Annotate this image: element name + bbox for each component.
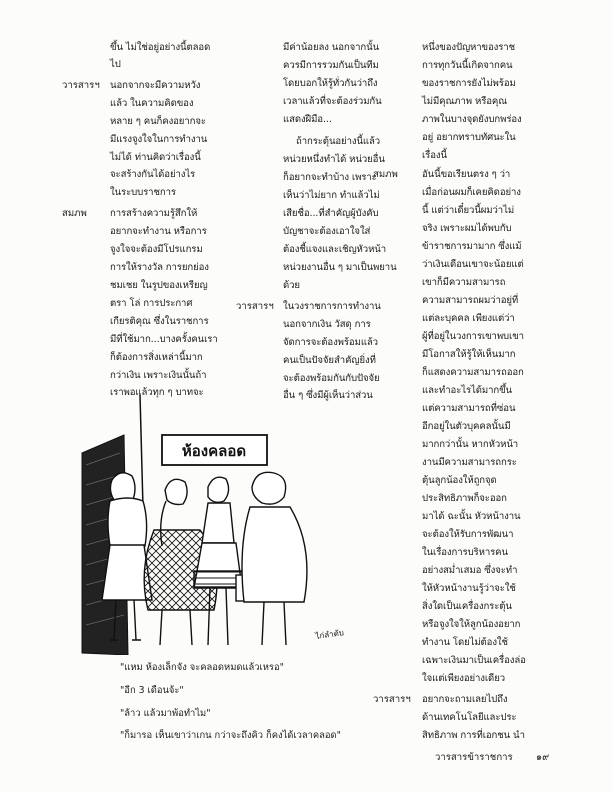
text-line: มีที่ใช้มาก...บางครั้งคนเรา [110,334,218,345]
caption-line: "ล้าว แล้วมาพ้อทำไม" [120,708,211,719]
caption-line: "อีก 3 เดือนจ้ะ" [120,685,184,696]
text-line: การให้รางวัล การยกย่อง [110,262,209,273]
text-line: ไม่ได้ ท่านคิดว่าเรื่องนี้ [110,152,201,163]
text-line: มีแรงจูงใจในการทำงาน [110,134,208,145]
text-line: เรื่องนี้ [422,150,447,161]
text-line: อยู่ อยากทราบทัศนะใน [422,132,516,143]
page-number: ๑๙ [536,752,550,763]
text-line: จะต้องพร้อมกันกับปัจจัย [283,373,380,384]
text-line: ถ้ากระตุ้นอย่างนี้แล้ว [296,136,381,147]
text-line: ชมเชย ในรูปของเหรียญ [110,280,208,291]
text-line: คนเป็นปัจจัยสำคัญยิ่งที่ [283,355,376,366]
text-line: การทุกวันนี้เกิดจากคน [422,60,513,71]
woman-4-pregnant [242,472,307,645]
text-line: ทำงาน โดยไม่ต้องใช้ [422,637,508,648]
text-line: ควรมีการรวมกันเป็นทีม [283,60,379,71]
text-line: ความสามารถผมว่าอยู่ที่ [422,295,519,306]
text-line: ในระบบราชการ [110,187,176,198]
text-line: ก็แสดงความสามารถออก [422,367,524,378]
text-line: ให้หัวหน้างานรู้ว่าจะใช้ [422,583,516,594]
text-line: อื่น ๆ ซึ่งมีผู้เห็นว่าส่วน [283,390,373,401]
caption-line: "แหม ห้องเล็กจัง จะคลอดหมดแล้วเหรอ" [120,662,284,673]
text-line: อีกอยู่ในตัวบุคคลนั้นมี [422,421,511,432]
text-line: จริง เพราะผมได้พบกับ [422,223,512,234]
text-line: แต่ละบุคคล เพียงแต่ว่า [422,313,515,324]
text-line: สิทธิภาพ การที่เอกชน นำ [422,730,525,741]
text-line: งานมีความสามารถกระ [422,457,517,468]
text-line: โดยบอกให้รู้ทั่วกันว่าถึง [283,78,378,89]
text-line: จูงใจจะต้องมีโปรแกรม [110,244,203,255]
text-line: อยากจะถามเลยไปถึง [422,694,508,705]
text-line: แล้ว ในความคิดของ [110,98,194,109]
speaker-label: วารสารฯ [373,694,411,705]
text-line: อยากจะทำงาน หรือการ [110,226,207,237]
text-line: ด้วย [283,280,300,291]
text-line: อย่างสม่ำเสมอ ซึ่งจะทำ [422,565,518,576]
artist-signature: ไก่ลำดับ [314,628,345,641]
text-line: ภาพในบางจุดยังบกพร่อง [422,114,522,125]
text-line: มีโอกาสให้รู้ให้เห็นมาก [422,349,516,360]
text-line: จัดการจะต้องพร้อมแล้ว [283,337,378,348]
text-line: เราพอแล้วทุก ๆ บาทจะ [110,387,204,398]
text-line: นอกจากจะมีความหวัง [110,80,201,91]
text-line: ผู้ที่อยู่ในวงการเขาพบเขา [422,331,524,342]
text-line: ว่าเงินเดือนเขาจะน้อยแต่ [422,259,524,270]
text-line: หน่วยงานอื่น ๆ มาเป็นพยาน [283,262,397,273]
text-line: ไป [110,59,121,70]
text-line: ใจแต่เพียงอย่างเดียว [422,673,506,684]
text-line: ไม่มีคุณภาพ หรือคุณ [422,96,508,107]
speaker-label: สมภพ [373,169,398,180]
sign-text: ห้องคลอด [181,442,247,460]
text-line: หน่วยหนึ่งทำได้ หน่วยอื่น [283,154,385,165]
text-line: บัญชาจะต้องเอาใจใส่ [283,226,371,237]
speaker-label: วารสารฯ [236,301,274,312]
text-line: ในวงราชการการทำงาน [283,301,381,312]
text-line: เฉพาะเงินมาเป็นเครื่องล่อ [422,655,526,666]
text-line: ต้องชี้แจงและเชิญหัวหน้า [283,244,387,255]
text-line: ก็ต้องการสิ่งเหล่านี้มาก [110,352,203,363]
text-line: การสร้างความรู้สึกให้ [110,208,198,219]
speaker-label: วารสารฯ [62,80,100,91]
text-line: หนึ่งของปัญหาของราช [422,42,516,53]
text-line: หลาย ๆ คนก็คงอยากจะ [110,116,206,127]
text-line: มีค่าน้อยลง นอกจากนั้น [283,42,380,53]
journal-name: วารสารข้าราชการ [435,752,513,763]
cartoon-illustration [80,395,370,655]
text-line: ตรา โล่ การประกาศ [110,298,193,309]
text-line: แสดงฝีมือ... [283,114,332,125]
text-line: ขึ้น ไม่ใช่อยู่อย่างนี้ตลอด [110,42,211,53]
text-line: เห็นว่าไม่ยาก ทำแล้วไม่ [283,190,380,201]
text-line: จะต้องให้รับการพัฒนา [422,529,514,540]
text-line: ด้านเทคโนโลยีและประ [422,712,517,723]
delivery-room-sign [162,435,267,465]
text-line: ข้าราชการมามาก ซึ่งแม้ [422,241,522,252]
text-line: ก็อยากจะทำบ้าง เพราะ [283,172,377,183]
text-line: และทำอะไรได้มากขึ้น [422,385,513,396]
text-line: เมื่อก่อนผมก็เคยคิดอย่าง [422,187,521,198]
text-line: เวลาแล้วที่จะต้องร่วมกัน [283,96,382,107]
text-line: นี้ แต่ว่าเดี๋ยวนี้ผมว่าไม่ [422,205,515,216]
text-line: เกียรติคุณ ซึ่งในราชการ [110,316,209,327]
caption-line: "ก็มารอ เห็นเขาว่าเกน กว่าจะถึงคิว ก็คงได้เวลาคลอด" [120,730,341,741]
text-line: ในเรื่องการบริหารคน [422,547,508,558]
text-line: มากกว่านั้น หากหัวหน้า [422,439,519,450]
text-line: มาได้ ฉะนั้น หัวหน้างาน [422,511,521,522]
text-line: จะสร้างกันได้อย่างไร [110,169,196,180]
text-line: ตุ้นลูกน้องให้ถูกจุด [422,475,497,486]
text-line: สิ่งใดเป็นเครื่องกระตุ้น [422,601,512,612]
text-line: แต่ความสามารถที่ซ่อน [422,403,516,414]
text-line: นอกจากเงิน วัสดุ การ [283,319,371,330]
text-line: ประสิทธิภาพก็จะออก [422,493,507,504]
text-line: เสียชื่อ...ที่สำคัญผู้บังคับ [283,208,379,219]
text-line: หรือจูงใจให้ลูกน้องอยาก [422,619,521,630]
text-line: เขาก็มีความสามารถ [422,277,506,288]
text-line: กว่าเงิน เพราะเงินนั้นถ้า [110,370,207,381]
text-line: ของราชการยังไม่พร้อม [422,78,516,89]
text-line: อันนี้ขอเรียนตรง ๆ ว่า [422,169,511,180]
speaker-label: สมภพ [62,208,87,219]
